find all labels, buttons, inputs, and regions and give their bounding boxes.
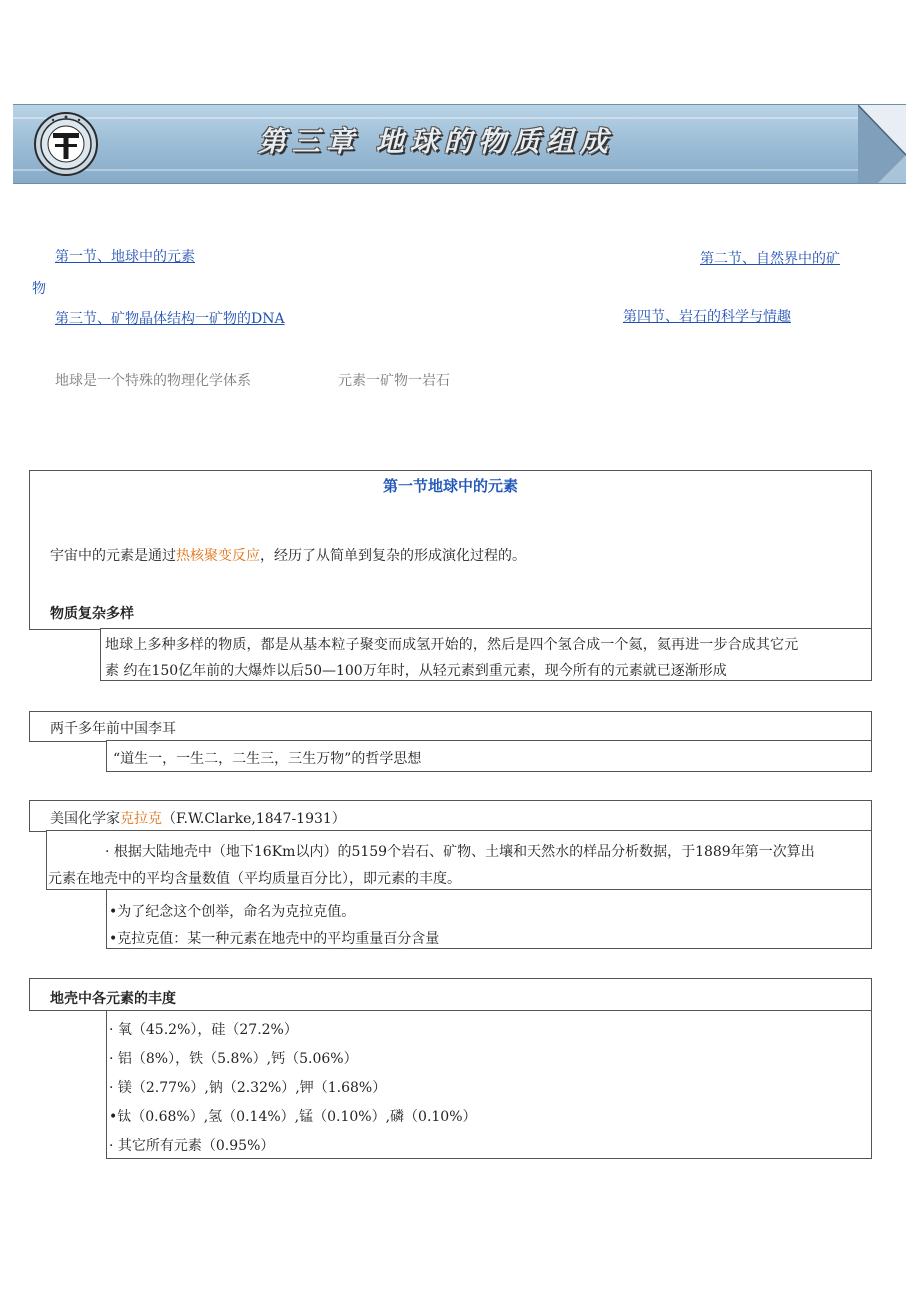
intro-left-text: 地球是一个特殊的物理化学体系 xyxy=(55,373,251,389)
nav-link-section2[interactable]: 第二节、自然界中的矿 xyxy=(700,251,840,267)
clarke-heading-box xyxy=(29,800,872,832)
laozi-quote: “道生一，一生二，二生三，三生万物”的哲学思想 xyxy=(113,751,422,767)
clarke-note-2: •克拉克值：某一种元素在地壳中的平均重量百分含量 xyxy=(109,931,440,947)
abundance-item: •钛（0.68%）,氢（0.14%）,锰（0.10%）,磷（0.10%） xyxy=(109,1109,477,1125)
laozi-quote-box xyxy=(106,740,872,772)
universe-suffix: ，经历了从简单到复杂的形成演化过程的。 xyxy=(260,548,526,564)
clarke-para-line1: · 根据大陆地壳中（地下16Km以内）的5159个岩石、矿物、土壤和天然水的样品分析数据，于1889年第一次算出 xyxy=(105,844,815,860)
nav-link-section3[interactable]: 第三节、矿物晶体结构一矿物的DNA xyxy=(55,311,285,327)
universe-sentence xyxy=(50,545,526,565)
clarke-name: 克拉克 xyxy=(120,811,162,827)
intro-right-text: 元素一矿物一岩石 xyxy=(338,373,450,389)
clarke-note-1: •为了纪念这个创举，命名为克拉克值。 xyxy=(109,904,356,920)
banner-stripe xyxy=(13,169,906,171)
abundance-heading: 地壳中各元素的丰度 xyxy=(50,991,176,1007)
diversity-line1: 地球上多种多样的物质，都是从基本粒子聚变而成氢开始的，然后是四个氢合成一个氦，氦再进一步合成其它元 xyxy=(105,637,799,653)
nav-link-section1[interactable]: 第一节、地球中的元素 xyxy=(55,249,195,265)
page-curl-icon xyxy=(858,105,906,183)
section1-box xyxy=(29,470,872,630)
abundance-item: · 铝（8%），铁（5.8%）,钙（5.06%） xyxy=(109,1051,358,1067)
abundance-heading-box xyxy=(29,978,872,1011)
diversity-heading: 物质复杂多样 xyxy=(50,606,134,622)
laozi-heading-box xyxy=(29,711,872,742)
chapter-title: 第三章 地球的物质组成 xyxy=(258,125,614,158)
diversity-line2: 素 约在150亿年前的大爆炸以后50—100万年时，从轻元素到重元素，现今所有的元素就已逐渐形成 xyxy=(105,663,727,679)
section1-title: 第一节地球中的元素 xyxy=(382,477,518,495)
abundance-list-box xyxy=(106,1010,872,1159)
clarke-heading xyxy=(50,808,346,828)
university-seal-icon xyxy=(33,111,99,177)
diversity-box xyxy=(100,628,872,681)
clarke-para-line2: 元素在地壳中的平均含量数值（平均质量百分比），即元素的丰度。 xyxy=(48,871,461,887)
abundance-item: · 镁（2.77%）,钠（2.32%）,钾（1.68%） xyxy=(109,1080,387,1096)
abundance-item: · 氧（45.2%），硅（27.2%） xyxy=(109,1022,298,1038)
nav-link-section2-tail[interactable]: 物 xyxy=(32,281,46,297)
universe-prefix: 宇宙中的元素是通过 xyxy=(50,548,176,564)
clarke-notes-box xyxy=(106,889,872,949)
clarke-para-box xyxy=(46,830,872,890)
clarke-heading-prefix: 美国化学家 xyxy=(50,811,120,827)
laozi-heading: 两千多年前中国李耳 xyxy=(50,721,176,737)
abundance-item: · 其它所有元素（0.95%） xyxy=(109,1138,275,1154)
nav-link-section4[interactable]: 第四节、岩石的科学与情趣 xyxy=(623,309,791,325)
universe-highlight: 热核聚变反应 xyxy=(176,548,260,564)
clarke-heading-suffix: （F.W.Clarke,1847-1931） xyxy=(162,811,346,827)
chapter-banner xyxy=(13,104,906,184)
